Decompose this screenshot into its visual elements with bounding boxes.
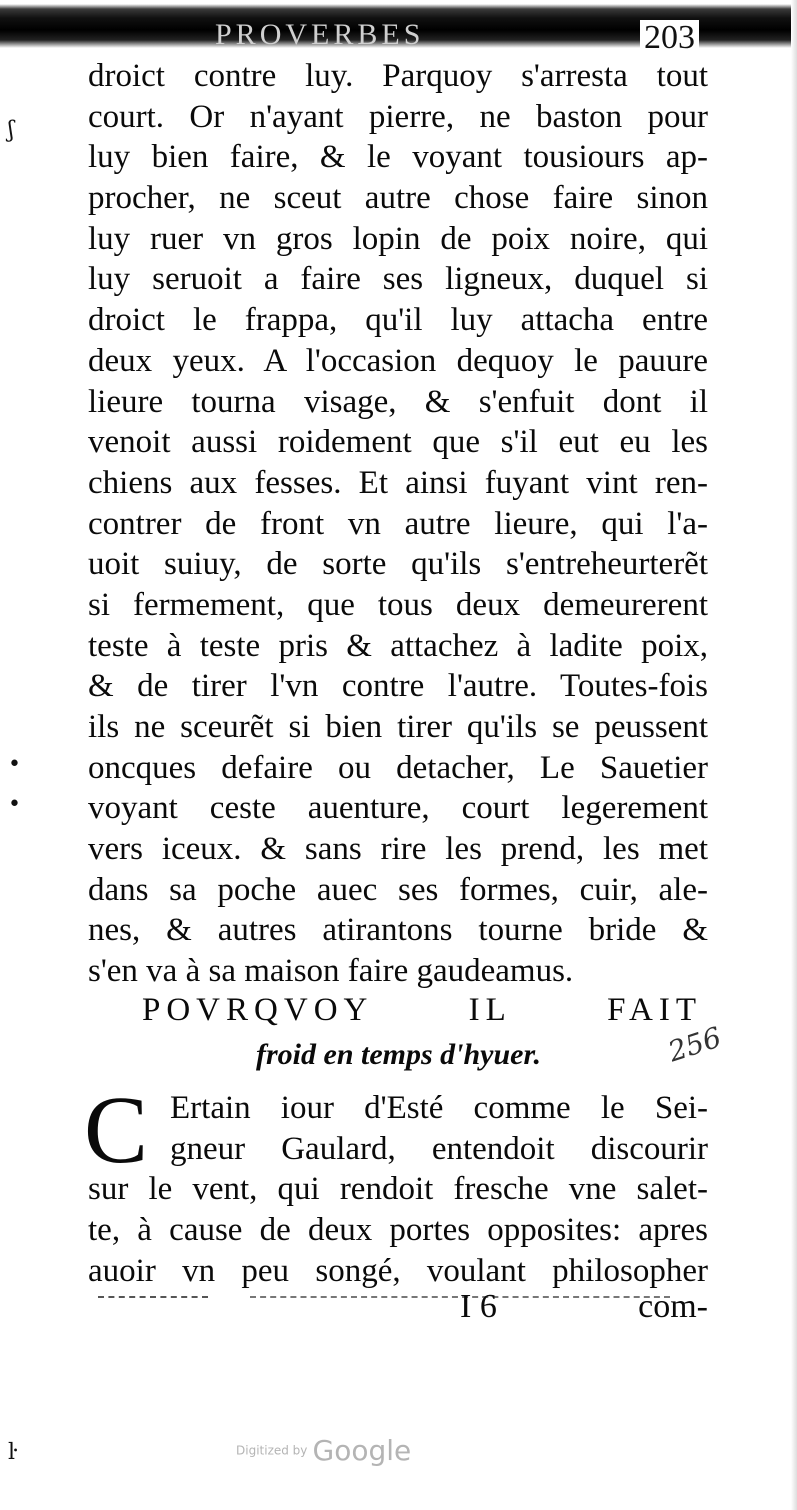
text-line: vers iceux. & sans rire les prend, les met	[88, 831, 708, 868]
page-number: 203	[640, 20, 699, 56]
text-line: luy bien faire, & le voyant tousiours ap-	[88, 139, 708, 176]
text-line: si fermement, que tous deux demeurerent	[88, 586, 708, 623]
text-line: oncques defaire ou detacher, Le Sauetier	[88, 749, 708, 786]
text-line: contrer de front vn autre lieure, qui l'a-	[88, 505, 708, 542]
text-line: teste à teste pris & attachez à ladite poix,	[88, 627, 708, 664]
second-paragraph	[84, 1076, 708, 1291]
text-line: chiens aux fesses. Et ainsi fuyant vint ren-	[88, 464, 708, 501]
signature-mark: I 6	[460, 1288, 497, 1325]
text-line: venoit aussi roidement que s'il eut eu les	[88, 424, 708, 461]
section-subheading: froid en temps d'hyuer.	[256, 1038, 542, 1071]
text-line: & de tirer l'vn contre l'autre. Toutes-fois	[88, 668, 708, 705]
running-head: PROVERBES	[215, 18, 425, 51]
text-line: deux yeux. A l'occasion dequoy le pauure	[88, 342, 708, 379]
text-line: gneur Gaulard, entendoit discourir	[170, 1130, 708, 1167]
text-line: court. Or n'ayant pierre, ne baston pour	[88, 98, 708, 135]
text-line: droict le frappa, qu'il luy attacha entre	[88, 302, 708, 339]
scan-right-edge	[791, 0, 797, 1510]
drop-cap-initial: C	[84, 1076, 149, 1183]
text-line: uoit suiuy, de sorte qu'ils s'entreheurterẽt	[88, 546, 708, 583]
margin-speck-mark: ʃ	[8, 118, 14, 143]
watermark-prefix: Digitized by	[236, 1443, 308, 1458]
text-line: luy ruer vn gros lopin de poix noire, qui	[88, 220, 708, 257]
margin-tick-mark: ŀ	[8, 1440, 16, 1465]
digitization-watermark	[236, 1434, 411, 1467]
text-line: nes, & autres atirantons tourne bride &	[88, 912, 708, 949]
text-line: sur le vent, qui rendoit fresche vne salet-	[88, 1171, 708, 1208]
page-footer	[88, 1288, 708, 1332]
body-paragraph	[88, 56, 708, 992]
text-line: s'en va à sa maison faire gaudeamus.	[88, 953, 574, 990]
text-line: lieure tourna visage, & s'enfuit dont il	[88, 383, 708, 420]
text-line: ils ne sceurẽt si bien tirer qu'ils se peussent	[88, 709, 708, 745]
text-line: auoir vn peu songé, voulant philosopher	[88, 1252, 708, 1289]
section-heading: POVRQVOY IL FAIT	[142, 992, 702, 1028]
text-line: te, à cause de deux portes opposites: apres	[88, 1212, 708, 1249]
text-line: droict contre luy. Parquoy s'arresta tout	[88, 58, 708, 94]
text-line: voyant ceste auenture, court legerement	[88, 790, 708, 827]
catchword: com-	[638, 1288, 708, 1325]
margin-bullet-mark: •	[8, 792, 21, 817]
margin-bullet-mark: •	[8, 752, 21, 777]
handwritten-margin-note: 256	[664, 1020, 726, 1069]
text-line: procher, ne sceut autre chose faire sinon	[88, 180, 708, 217]
text-line: dans sa poche auec ses formes, cuir, ale-	[88, 871, 708, 908]
google-logo: Google	[312, 1434, 412, 1467]
text-line: luy seruoit a faire ses ligneux, duquel si	[88, 261, 708, 298]
text-line: Ertain iour d'Esté comme le Sei-	[170, 1090, 708, 1126]
